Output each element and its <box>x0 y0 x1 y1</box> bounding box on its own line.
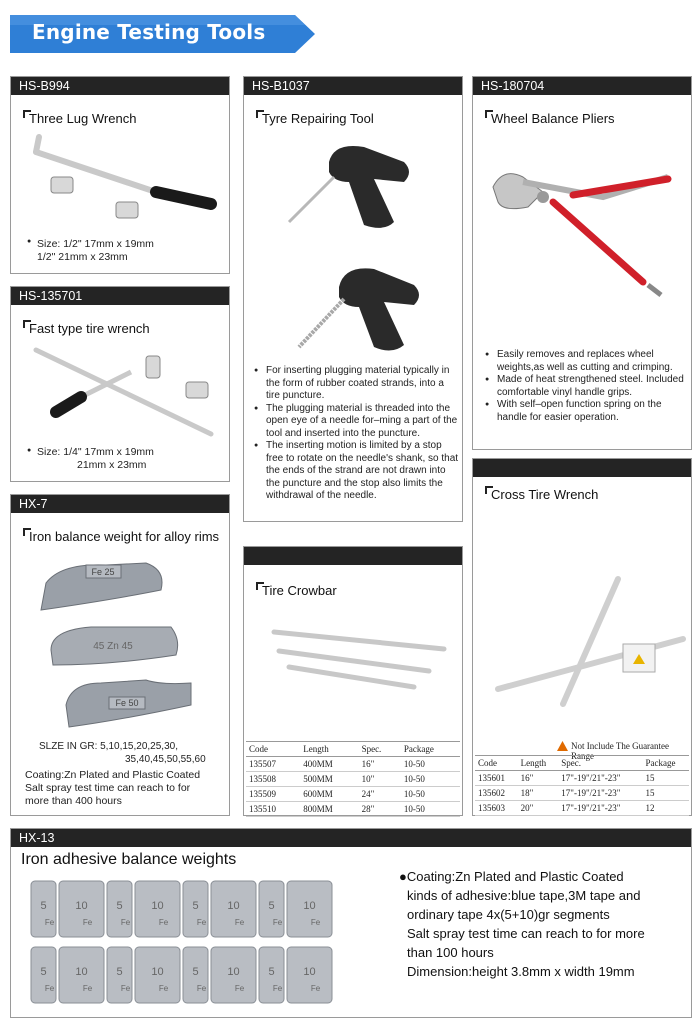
tire-crowbar-image <box>264 627 454 697</box>
segment-weight-label: 10 <box>75 966 88 978</box>
table-cell: 17"-19"/21"-23" <box>558 786 642 801</box>
weight-segment <box>31 881 56 937</box>
product-code: HS-180704 <box>473 77 691 95</box>
table-cell: 135603 <box>475 801 518 816</box>
weight-segment <box>59 881 104 937</box>
table-cell: 15 <box>642 786 689 801</box>
weight-segment <box>135 881 180 937</box>
weight-segment <box>183 947 208 1003</box>
table-cell: 500MM <box>300 772 358 787</box>
feature-bullet: ● Easily removes and replaces wheel weights,as well as cutting and crimping. <box>485 349 685 374</box>
product-name: Iron adhesive balance weights <box>21 851 237 868</box>
weight-segment <box>59 947 104 1003</box>
wheel-balance-pliers-image <box>483 157 688 307</box>
crowbar-spec-table <box>246 741 460 817</box>
product-code: HX-7 <box>11 495 229 513</box>
feature-bullet: ● The inserting motion is limited by a stop free to rotate on the needle's shank, so that the ends of the strand are not drawn into the puncture and the stop also limits the withdrawal of the needle. <box>254 440 459 503</box>
column-header: Code <box>246 742 300 757</box>
panel-wheel-balance-pliers <box>472 76 692 450</box>
product-name: Iron balance weight for alloy rims <box>29 529 220 544</box>
table-row <box>246 802 460 817</box>
panel-tire-crowbar <box>243 546 463 816</box>
segment-weight-label: 10 <box>75 900 88 912</box>
bullet-icon: ● <box>27 238 32 245</box>
segment-material-label: Fe <box>310 984 321 993</box>
segment-weight-label: 10 <box>303 900 316 912</box>
weight-segment <box>287 881 332 937</box>
segment-material-label: Fe <box>82 984 93 993</box>
page-title: Engine Testing Tools <box>32 20 266 44</box>
table-row <box>246 787 460 802</box>
segment-weight-label: 5 <box>116 900 123 912</box>
table-cell: 135507 <box>246 757 300 772</box>
weight-label: Fe 25 <box>91 567 115 577</box>
segment-material-label: Fe <box>234 918 245 927</box>
table-row <box>475 786 689 801</box>
weight-segment <box>135 947 180 1003</box>
product-code: HS-B994 <box>11 77 229 95</box>
table-cell: 20" <box>518 801 559 816</box>
table-cell: 28" <box>359 802 401 817</box>
weight-segment <box>211 881 256 937</box>
segment-weight-label: 5 <box>268 900 275 912</box>
table-cell: 135601 <box>475 771 518 786</box>
weight-label: Fe 50 <box>115 698 139 708</box>
table-cell: 24" <box>359 787 401 802</box>
coating-line: Salt spray test time can reach to for <box>25 782 191 794</box>
warning-icon <box>557 741 568 751</box>
segment-material-label: Fe <box>196 984 207 993</box>
weight-segment <box>183 881 208 937</box>
feature-bullet: ● The plugging material is threaded into the open eye of a needle for–ming a part of the tool and inserted into the puncture. <box>254 403 459 441</box>
size-line: SLZE IN GR: 5,10,15,20,25,30, <box>39 741 178 752</box>
table-cell: 135509 <box>246 787 300 802</box>
balance-weights-image <box>31 555 221 735</box>
cross-wrench-spec-table <box>475 755 689 816</box>
segment-material-label: Fe <box>310 918 321 927</box>
table-cell: 10-50 <box>401 802 460 817</box>
table-row <box>246 772 460 787</box>
column-header: Length <box>300 742 358 757</box>
bullet-icon: ● <box>27 447 32 454</box>
segment-weight-label: 10 <box>227 966 240 978</box>
segment-weight-label: 10 <box>151 900 164 912</box>
description-line: kinds of adhesive:blue tape,3M tape and <box>407 888 641 903</box>
weight-segment <box>107 947 132 1003</box>
column-header: Package <box>642 756 689 771</box>
segment-material-label: Fe <box>82 918 93 927</box>
table-row <box>475 771 689 786</box>
table-cell: 135602 <box>475 786 518 801</box>
segment-material-label: Fe <box>44 984 55 993</box>
coating-line: Coating:Zn Plated and Plastic Coated <box>25 769 201 781</box>
table-row <box>475 801 689 816</box>
weight-label: 45 Zn 45 <box>93 641 133 652</box>
product-code: HS-135701 <box>11 287 229 305</box>
description-line: ordinary tape 4x(5+10)gr segments <box>407 907 610 922</box>
product-name: Cross Tire Wrench <box>491 487 599 502</box>
guarantee-note: Not Include The Guarantee Range <box>571 741 670 761</box>
table-cell: 16" <box>518 771 559 786</box>
weight-segment <box>287 947 332 1003</box>
segment-material-label: Fe <box>44 918 55 927</box>
feature-bullet: ● For inserting plugging material typically in the form of rubber coated strands, into a tire puncture. <box>254 365 459 403</box>
segment-material-label: Fe <box>120 984 131 993</box>
product-name: Fast type tire wrench <box>29 321 150 336</box>
segment-weight-label: 5 <box>192 900 199 912</box>
segment-material-label: Fe <box>272 984 283 993</box>
weight-segment <box>259 881 284 937</box>
column-header: Spec. <box>558 756 642 771</box>
column-header: Package <box>401 742 460 757</box>
segment-weight-label: 5 <box>40 966 47 978</box>
product-name: Tyre Repairing Tool <box>262 111 374 126</box>
product-code: HX-13 <box>11 829 691 847</box>
segment-weight-label: 5 <box>40 900 47 912</box>
table-cell: 10-50 <box>401 757 460 772</box>
segment-material-label: Fe <box>120 918 131 927</box>
segment-weight-label: 10 <box>227 900 240 912</box>
table-cell: 10" <box>359 772 401 787</box>
size-line: 1/2" 21mm x 23mm <box>37 251 128 263</box>
segment-material-label: Fe <box>196 918 207 927</box>
size-line: Size: 1/2" 17mm x 19mm <box>37 238 154 250</box>
coating-line: more than 400 hours <box>25 795 122 807</box>
product-name: Tire Crowbar <box>262 583 337 598</box>
table-cell: 15 <box>642 771 689 786</box>
product-name: Three Lug Wrench <box>29 111 137 126</box>
description-line: ●Coating:Zn Plated and Plastic Coated <box>399 869 624 884</box>
table-cell: 12 <box>642 801 689 816</box>
description-line: than 100 hours <box>407 945 494 960</box>
segment-material-label: Fe <box>234 984 245 993</box>
column-header: Spec. <box>359 742 401 757</box>
fast-tire-wrench-image <box>21 342 221 442</box>
segment-material-label: Fe <box>272 918 283 927</box>
weight-segment <box>107 881 132 937</box>
table-cell: 10-50 <box>401 787 460 802</box>
size-line: 21mm x 23mm <box>77 459 147 471</box>
weight-segment <box>211 947 256 1003</box>
column-header: Length <box>518 756 559 771</box>
table-cell: 18" <box>518 786 559 801</box>
weight-segment <box>31 947 56 1003</box>
table-cell: 400MM <box>300 757 358 772</box>
panel-iron-balance-weight <box>10 494 230 816</box>
table-cell: 10-50 <box>401 772 460 787</box>
product-name: Wheel Balance Pliers <box>491 111 615 126</box>
description-line: Dimension:height 3.8mm x width 19mm <box>407 964 635 979</box>
size-line: Size: 1/4" 17mm x 19mm <box>37 446 154 458</box>
panel-tyre-repairing-tool <box>243 76 463 522</box>
panel-cross-tire-wrench <box>472 458 692 816</box>
tyre-repair-tool-image <box>274 137 454 357</box>
segment-material-label: Fe <box>158 918 169 927</box>
feature-bullet: ● Made of heat strengthened steel. Included comfortable vinyl handle grips. <box>485 374 685 399</box>
panel-three-lug-wrench <box>10 76 230 274</box>
weight-segment <box>259 947 284 1003</box>
feature-bullet: ● With self–open function spring on the handle for easier operation. <box>485 399 685 424</box>
panel-iron-adhesive-weights <box>10 828 692 1018</box>
table-cell: 135508 <box>246 772 300 787</box>
table-cell: 17"-19"/21"-23" <box>558 801 642 816</box>
table-cell: 17"-19"/21"-23" <box>558 771 642 786</box>
table-cell: 800MM <box>300 802 358 817</box>
panel-fast-type-tire-wrench <box>10 286 230 482</box>
segment-weight-label: 10 <box>151 966 164 978</box>
table-row <box>246 757 460 772</box>
table-cell: 135510 <box>246 802 300 817</box>
product-code: HS-B1037 <box>244 77 462 95</box>
column-header: Code <box>475 756 518 771</box>
table-cell: 16" <box>359 757 401 772</box>
segment-weight-label: 5 <box>116 966 123 978</box>
description-line: Salt spray test time can reach to for more <box>407 926 645 941</box>
adhesive-weights-image <box>29 879 369 1009</box>
segment-weight-label: 10 <box>303 966 316 978</box>
cross-tire-wrench-image <box>488 514 688 714</box>
segment-weight-label: 5 <box>268 966 275 978</box>
table-cell: 600MM <box>300 787 358 802</box>
segment-material-label: Fe <box>158 984 169 993</box>
segment-weight-label: 5 <box>192 966 199 978</box>
size-line: 35,40,45,50,55,60 <box>125 754 206 765</box>
three-lug-wrench-image <box>21 132 221 232</box>
